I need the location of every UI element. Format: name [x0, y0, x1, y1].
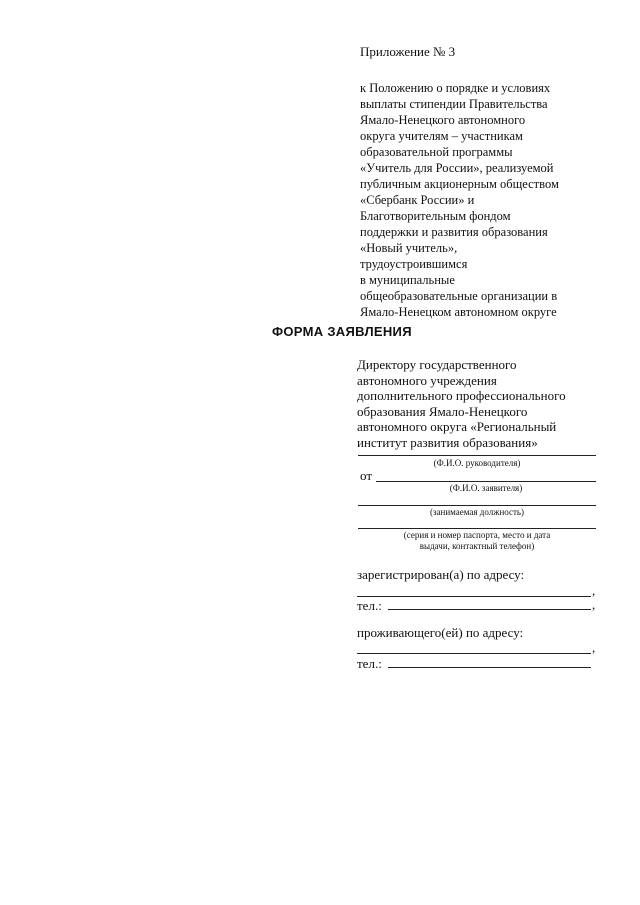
- position-field-line[interactable]: [358, 505, 596, 506]
- head-name-caption: (Ф.И.О. руководителя): [433, 458, 521, 468]
- annex-line: общеобразовательные организации в: [360, 289, 558, 303]
- recipient-line: институт развития образования»: [357, 434, 538, 450]
- residing-address-label: проживающего(ей) по адресу:: [357, 625, 524, 640]
- registered-phone-comma: ,: [592, 597, 596, 612]
- registered-address-comma: ,: [592, 583, 596, 598]
- annex-line: поддержки и развития образования: [360, 225, 548, 239]
- recipient-block: [357, 357, 607, 450]
- recipient-line: дополнительного профессионального: [357, 388, 566, 403]
- form-heading: ФОРМА ЗАЯВЛЕНИЯ: [272, 324, 412, 339]
- residing-phone-field-line[interactable]: [388, 667, 591, 668]
- recipient-line: автономного учреждения: [357, 372, 497, 388]
- passport-caption-line2: выдачи, контактный телефон): [419, 541, 535, 551]
- annex-line: трудоустроившимся: [360, 257, 468, 271]
- recipient-line: образования Ямало-Ненецкого: [357, 403, 528, 419]
- annex-line: «Учитель для России», реализуемой: [360, 161, 554, 175]
- head-name-field-line[interactable]: [358, 455, 596, 456]
- annex-line: Благотворительным фондом: [360, 209, 511, 223]
- annex-line: Ямало-Ненецком автономном округе: [360, 305, 557, 319]
- position-caption: (занимаемая должность): [429, 507, 525, 517]
- applicant-name-field-line[interactable]: [376, 481, 596, 482]
- annex-line: выплаты стипендии Правительства: [360, 97, 548, 111]
- recipient-line: Директору государственного: [357, 357, 517, 372]
- annex-line: образовательной программы: [360, 145, 513, 159]
- annex-line: Ямало-Ненецкого автономного: [360, 113, 526, 127]
- registered-address-label: зарегистрирован(а) по адресу:: [357, 567, 525, 582]
- annex-line: округа учителям – участникам: [360, 129, 523, 143]
- residing-address-comma: ,: [592, 640, 596, 655]
- annex-description: [360, 80, 610, 320]
- residing-phone-label: тел.:: [357, 656, 382, 671]
- annex-line: публичным акционерным обществом: [360, 177, 559, 191]
- annex-line: «Новый учитель»,: [360, 241, 458, 255]
- annex-line: к Положению о порядке и условиях: [360, 81, 551, 95]
- annex-line: «Сбербанк России» и: [360, 193, 475, 207]
- recipient-line: автономного округа «Региональный: [357, 419, 557, 434]
- registered-address-field-line[interactable]: [357, 596, 591, 597]
- passport-field-line[interactable]: [358, 528, 596, 529]
- annex-line: в муниципальные: [360, 273, 455, 287]
- registered-phone-label: тел.:: [357, 598, 382, 613]
- registered-phone-field-line[interactable]: [388, 609, 591, 610]
- from-label: от: [360, 468, 373, 483]
- passport-caption-line1: (серия и номер паспорта, место и дата: [403, 530, 551, 540]
- annex-title: Приложение № 3: [360, 44, 456, 59]
- residing-address-field-line[interactable]: [357, 653, 591, 654]
- applicant-name-caption: (Ф.И.О. заявителя): [449, 483, 523, 493]
